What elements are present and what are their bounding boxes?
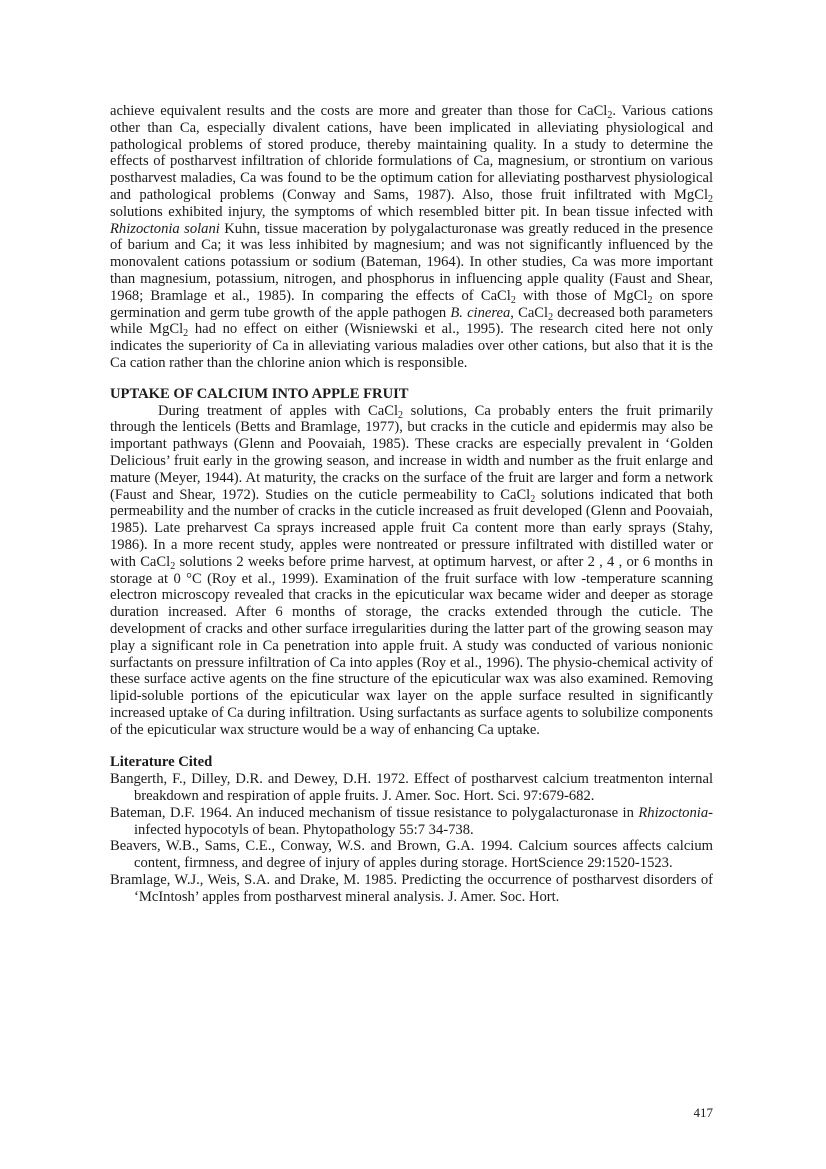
page-number: 417 <box>693 1105 713 1120</box>
reference-entry: Bateman, D.F. 1964. An induced mechanism of tissue resistance to polygalacturonase in Rhizoctonia-infected hypocotyls of bean. Phytopathology 55:7 34-738. <box>110 804 713 838</box>
reference-entry: Beavers, W.B., Sams, C.E., Conway, W.S. and Brown, G.A. 1994. Calcium sources affects calcium content, firmness, and degree of injury of apples during storage. HortScience 29:1520-1523. <box>110 838 713 872</box>
paragraph-cation-effects: achieve equivalent results and the costs are more and greater than those for CaCl$_2$. Various cations other than Ca, especially divalent cations, have been implicated in alleviating physiological and pathological problems of stored produce, thereby maintaining quality. In a study to determine the effects of postharvest infiltration of chloride formulations of Ca, magnesium, or strontium on various postharvest maladies, Ca was found to be the optimum cation for alleviating postharvest physiological and pathological problems (Conway and Sams, 1987). Also, those fruit infiltrated with MgCl$_2$ solutions exhibited injury, the symptoms of which resembled bitter pit. In bean tissue infected with Rhizoctonia solani Kuhn, tissue maceration by polygalacturonase was greatly reduced in the presence of barium and Ca; it was less inhibited by magnesium; and was not significantly influenced by the monovalent cations potassium or sodium (Bateman, 1964). In other studies, Ca was more important than magnesium, potassium, nitrogen, and phosphorus in influencing apple quality (Faust and Shear, 1968; Bramlage et al., 1985). In comparing the effects of CaCl$_2$ with those of MgCl$_2$ on spore germination and germ tube growth of the apple pathogen B. cinerea, CaCl$_2$ decreased both parameters while MgCl$_2$ had no effect on either (Wisniewski et al., 1995). The research cited here not only indicates the superiority of Ca in alleviating various maladies over other cations, but also that it is the Ca cation rather than the chlorine anion which is responsible. <box>110 103 713 371</box>
page-body <box>110 103 713 906</box>
section-heading-uptake: UPTAKE OF CALCIUM INTO APPLE FRUIT <box>110 385 409 402</box>
reference-list <box>110 771 713 905</box>
section-heading-literature: Literature Cited <box>110 754 213 771</box>
reference-entry: Bramlage, W.J., Weis, S.A. and Drake, M. 1985. Predicting the occurrence of postharvest disorders of ‘McIntosh’ apples from postharvest mineral analysis. J. Amer. Soc. Hort. <box>110 872 713 905</box>
reference-entry: Bangerth, F., Dilley, D.R. and Dewey, D.H. 1972. Effect of postharvest calcium treatmenton internal breakdown and respiration of apple fruits. J. Amer. Soc. Hort. Sci. 97:679-682. <box>110 771 713 805</box>
paragraph-calcium-uptake: During treatment of apples with CaCl$_2$ solutions, Ca probably enters the fruit primarily through the lenticels (Betts and Bramlage, 1977), but cracks in the cuticle and epidermis may also be important pathways (Glenn and Poovaiah, 1985). These cracks are especially prevalent in ‘Golden Delicious’ fruit early in the growing season, and increase in width and number as the fruit enlarge and mature (Meyer, 1944). At maturity, the cracks on the surface of the fruit are larger and form a network (Faust and Shear, 1972). Studies on the cuticle permeability to CaCl$_2$ solutions indicated that both permeability and the number of cracks in the cuticle increased as fruit developed (Glenn and Poovaiah, 1985). Late preharvest Ca sprays increased apple fruit Ca content more than early sprays (Stahy, 1986). In a more recent study, apples were nontreated or pressure infiltrated with distilled water or with CaCl$_2$ solutions 2 weeks before prime harvest, at optimum harvest, or after 2 , 4 , or 6 months in storage at 0 °C (Roy et al., 1999). Examination of the fruit surface with low -temperature scanning electron microscopy revealed that cracks in the epicuticular wax became wider and deeper as storage duration increased. After 6 months of storage, the cracks extended through the cuticle. The development of cracks and other surface irregularities during the latter part of the growing season may play a significant role in Ca penetration into apple fruit. A study was conducted of various nonionic surfactants on pressure infiltration of Ca into apples (Roy et al., 1996). The physio-chemical activity of these surface active agents on the fine structure of the epicuticular wax was also examined. Removing lipid-soluble portions of the epicuticular wax layer on the apple surface resulted in significantly increased uptake of Ca during infiltration. Using surfactants as surface agents to solubilize components of the epicuticular wax structure would be a way of enhancing Ca uptake. <box>110 402 714 738</box>
